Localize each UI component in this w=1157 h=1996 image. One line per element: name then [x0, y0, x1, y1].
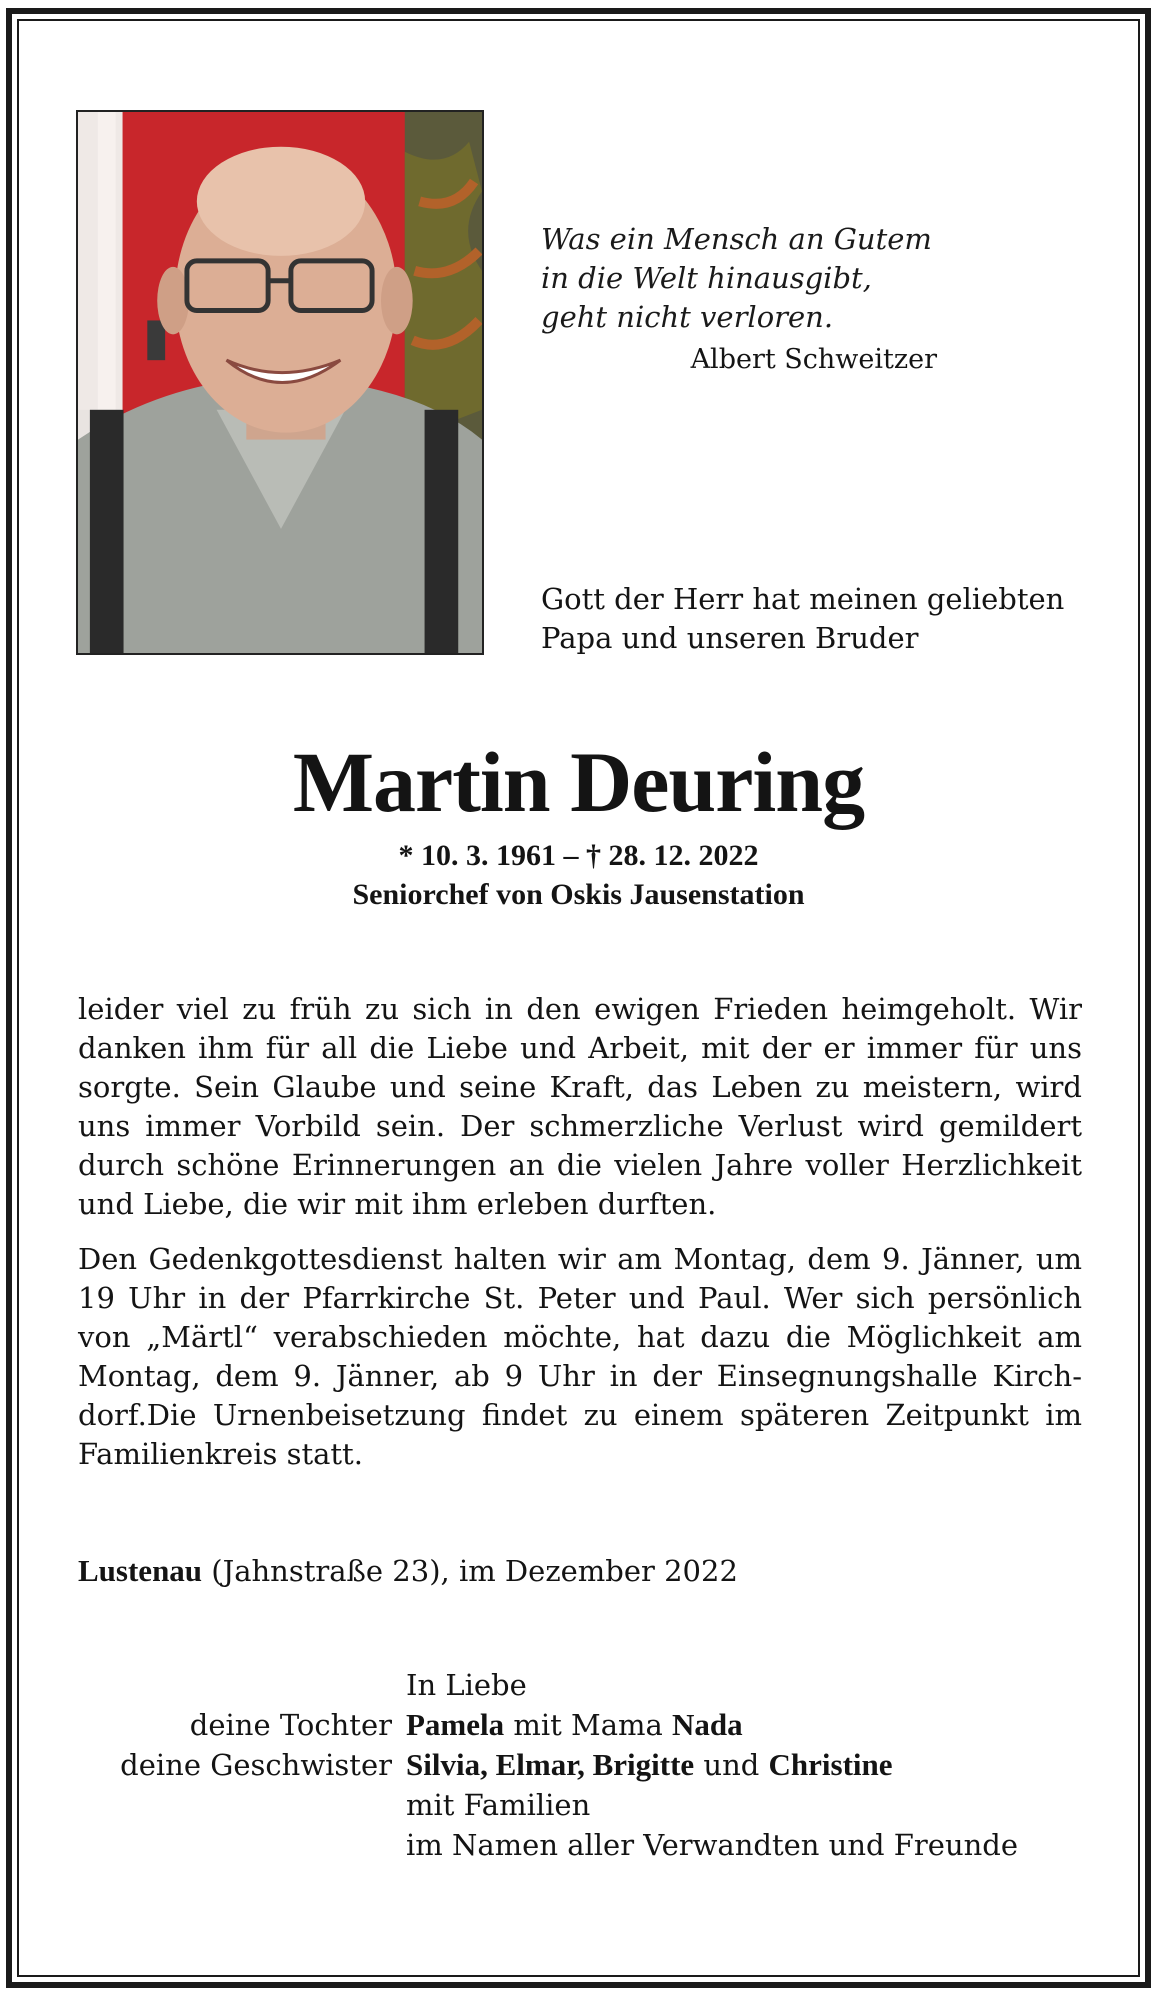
portrait-illustration: [78, 112, 482, 653]
text-line: von „Märtl“ verabschieden möchte, hat dazu die Möglichkeit am: [78, 1320, 1082, 1354]
text-line: dorf.Die Urnenbeisetzung findet zu einem späteren Zeitpunkt im: [78, 1398, 1082, 1432]
siblings-and: und: [694, 1748, 769, 1782]
siblings-label: deine Geschwister: [120, 1748, 392, 1782]
place-city: Lustenau: [78, 1553, 203, 1588]
place-date: [78, 1551, 738, 1591]
signature-families-row: [0, 1785, 1157, 1825]
signature-block: [0, 1665, 1157, 1865]
place-address-date: (Jahnstraße 23), im Dezember 2022: [202, 1554, 738, 1588]
siblings-last: Christine: [768, 1747, 893, 1782]
signature-opening-row: [0, 1665, 1157, 1705]
deceased-role: Seniorchef von Oskis Jausenstation: [352, 878, 805, 911]
quote-author: Albert Schweitzer: [690, 344, 937, 375]
text-line: 19 Uhr in der Pfarrkirche St. Peter und Paul. Wer sich persönlich: [78, 1281, 1082, 1315]
portrait-photo: [76, 110, 484, 655]
intro-line: Gott der Herr hat meinen geliebten: [541, 582, 1065, 616]
siblings-value: [406, 1745, 893, 1785]
quote: [541, 220, 981, 337]
text-line: Montag, dem 9. Jänner, ab 9 Uhr in der Einsegnungshalle Kirch-: [78, 1359, 1082, 1393]
life-dates: * 10. 3. 1961 – † 28. 12. 2022: [398, 839, 759, 872]
daughter-value: [406, 1705, 743, 1745]
paragraph-farewell: [78, 990, 1082, 1224]
intro-line: Papa und unseren Bruder: [541, 621, 919, 655]
siblings-names: Silvia, Elmar, Brigitte: [406, 1747, 695, 1782]
text-line: und Liebe, die wir mit ihm erleben durften.: [78, 1187, 717, 1221]
text-line: durch schöne Erinnerungen an die vielen Jahre voller Herzlichkeit: [78, 1148, 1082, 1182]
signature-closing-row: [0, 1825, 1157, 1865]
text-line: Familienkreis statt.: [78, 1437, 363, 1471]
intro-text: [541, 580, 1101, 658]
daughter-mid: mit Mama: [504, 1708, 672, 1742]
text-line: leider viel zu früh zu sich in den ewigen Frieden heimgeholt. Wir: [78, 992, 1082, 1026]
deceased-name: Martin Deuring: [292, 734, 865, 830]
signature-daughter-row: [0, 1705, 1157, 1745]
text-line: Den Gedenkgottesdienst halten wir am Montag, dem 9. Jänner, um: [78, 1242, 1082, 1276]
signature-opening: In Liebe: [406, 1668, 527, 1702]
quote-line: geht nicht verloren.: [541, 300, 834, 334]
daughter-label: deine Tochter: [189, 1708, 392, 1742]
signature-families: mit Familien: [406, 1788, 591, 1822]
text-line: sorgte. Sein Glaube und seine Kraft, das Leben zu meistern, wird: [78, 1070, 1082, 1104]
signature-siblings-row: [0, 1745, 1157, 1785]
quote-line: in die Welt hinausgibt,: [541, 261, 872, 295]
text-line: uns immer Vorbild sein. Der schmerzliche Verlust wird gemildert: [78, 1109, 1082, 1143]
quote-line: Was ein Mensch an Gutem: [541, 222, 932, 256]
paragraph-service: [78, 1240, 1082, 1474]
daughter-name: Pamela: [406, 1707, 505, 1742]
signature-closing: im Namen aller Verwandten und Freunde: [406, 1828, 1019, 1862]
text-line: danken ihm für all die Liebe und Arbeit, mit der er immer für uns: [78, 1031, 1082, 1065]
mother-name: Nada: [672, 1707, 743, 1742]
